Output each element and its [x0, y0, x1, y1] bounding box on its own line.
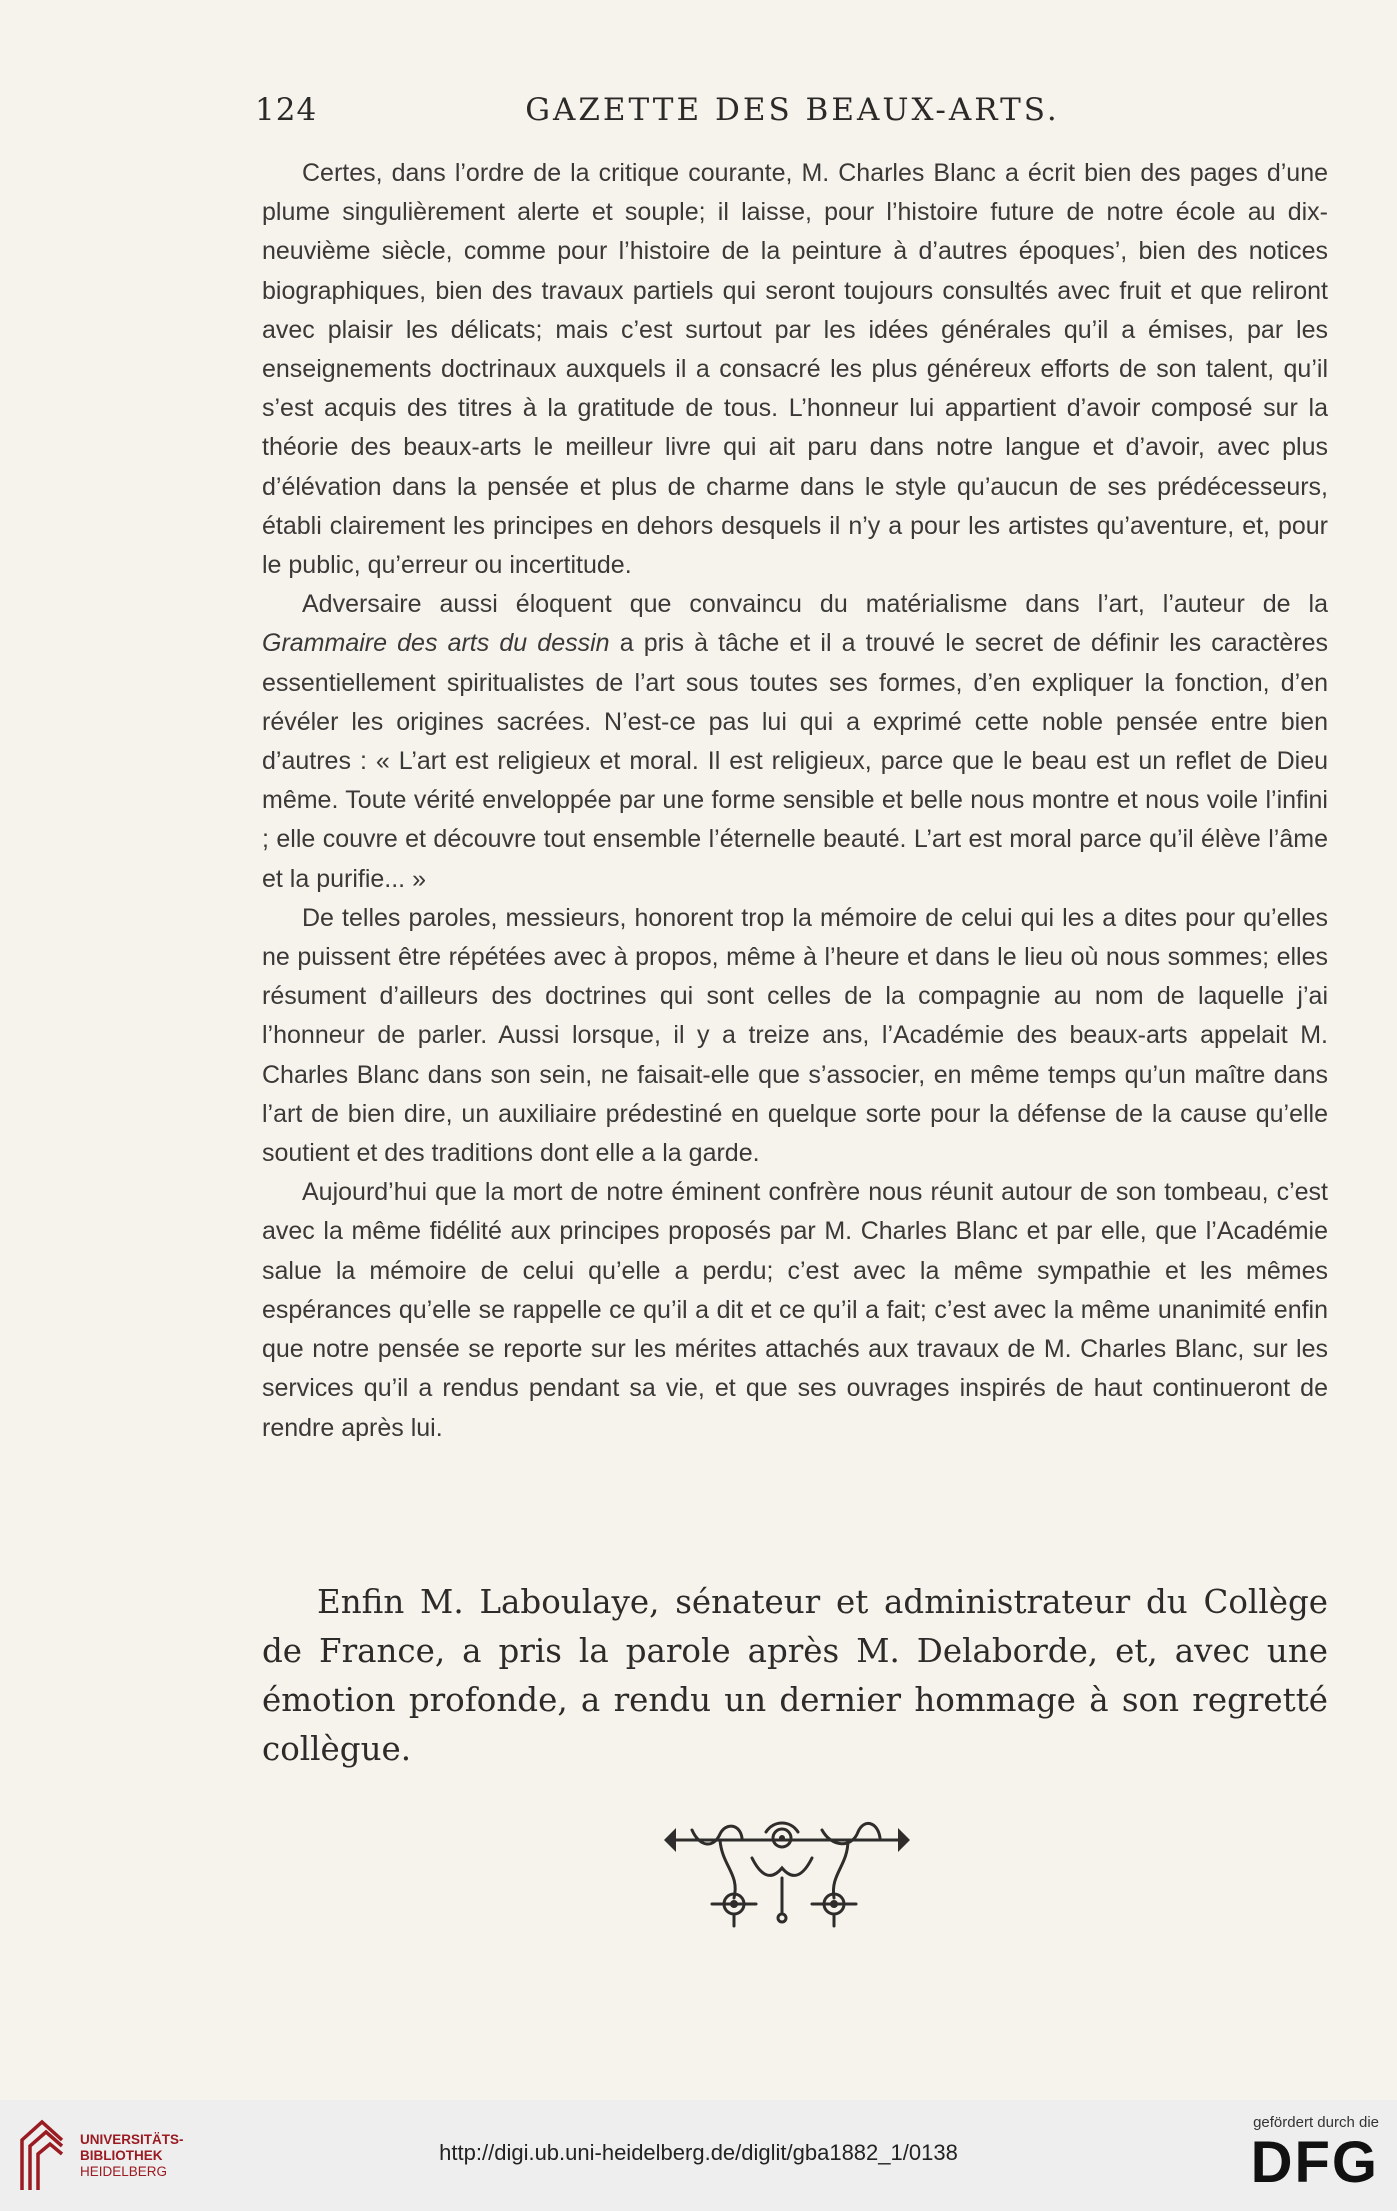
library-name-line: BIBLIOTHEK	[80, 2148, 163, 2163]
library-name-line: UNIVERSITÄTS-	[80, 2132, 184, 2147]
footer-bar	[0, 2100, 1397, 2211]
page-url-link[interactable]: http://digi.ub.uni-heidelberg.de/diglit/gba1882_1/0138	[439, 2140, 958, 2165]
book-title: Grammaire des arts du dessin	[262, 629, 610, 658]
dfg-funding[interactable]	[1219, 2108, 1379, 2208]
funding-caption: gefördert durch die	[1253, 2114, 1379, 2131]
library-name-line: HEIDELBERG	[80, 2164, 168, 2179]
closing-text: Enfin M. Laboulaye, sénateur et administrateur du Collège de France, a pris la parole après M. Delaborde, et, avec une émotion profonde, a rendu un dernier hommage à son regretté collègue.	[262, 1583, 1328, 1768]
main-text	[262, 154, 1328, 1448]
closing-paragraph	[262, 1578, 1328, 1774]
running-head	[255, 92, 1330, 132]
decorative-vignette-icon	[662, 1818, 912, 1930]
journal-title: GAZETTE DES BEAUX-ARTS.	[525, 92, 1060, 128]
page-number: 124	[255, 92, 318, 128]
paragraph: De telles paroles, messieurs, honorent trop la mémoire de celui qui les a dites pour qu’elles ne puissent être répétées avec à propos, même à l’heure et dans le lieu où nous sommes; elles résument d’ailleurs des doctrines qui sont celles de la compagnie au nom de laquelle j’ai l’honneur de parler. Aussi lorsque, il y a treize ans, l’Académie des beaux-arts appelait M. Charles Blanc dans son sein, ne faisait-elle que s’associer, en même temps qu’un maître dans l’art de bien dire, un auxiliaire prédestiné en quelque sorte pour la défense de la cause qu’elle soutient et des traditions dont elle a la garde.	[262, 903, 1328, 1168]
paragraph	[262, 585, 1328, 899]
paragraph-text: Adversaire aussi éloquent que convaincu du matérialisme dans l’art, l’auteur de la	[302, 590, 1328, 619]
paragraph: Certes, dans l’ordre de la critique courante, M. Charles Blanc a écrit bien des pages d’une plume singulièrement alerte et souple; il laisse, pour l’histoire future de notre école au dix-neuvième siècle, comme pour l’histoire de la peinture à d’autres époques’, bien des notices biographiques, bien des travaux partiels qui seront toujours consultés avec fruit et que reliront avec plaisir les délicats; mais c’est surtout par les idées générales qu’il a émises, par les enseignements doctrinaux auxquels il a consacré les plus généreux efforts de son talent, qu’il s’est acquis des titres à la gratitude de tous. L’honneur lui appartient d’avoir composé sur la théorie des beaux-arts le meilleur livre qui ait paru dans notre langue et d’avoir, avec plus d’élévation dans la pensée et plus de charme dans le style qu’aucun de ses prédécesseurs, établi clairement les principes en dehors desquels il n’y a pour les artistes qu’aventure, et, pour le public, qu’erreur ou incertitude.	[262, 159, 1328, 580]
paragraph-text: a pris à tâche et il a trouvé le secret de définir les caractères essentiellement spiritualistes de l’art sous toutes ses formes, d’en expliquer la fonction, d’en révéler les origines sacrées. N’est-ce pas lui qui a exprimé cette noble pensée entre bien d’autres : « L’art est religieux et moral. Il est religieux, parce que le beau est un reflet de Dieu même. Toute vérité enveloppée par une forme sensible et belle nous montre et nous voile l’infini ; elle couvre et découvre tout ensemble l’éternelle beauté. L’art est moral parce qu’il élève l’âme et la purifie... »	[262, 629, 1328, 893]
dfg-logo: DFG	[1250, 2130, 1379, 2195]
paragraph: Aujourd’hui que la mort de notre éminent confrère nous réunit autour de son tombeau, c’est avec la même fidélité aux principes proposés par M. Charles Blanc et par elle, que l’Académie salue la mémoire de celui qu’elle a perdu; c’est avec la même sympathie et les mêmes espérances qu’elle se rappelle ce qu’il a dit et ce qu’il a fait; c’est avec la même unanimité enfin que notre pensée se reporte sur les mérites attachés aux travaux de M. Charles Blanc, sur les services qu’il a rendus pendant sa vie, et que ses ouvrages inspirés de haut continueront de rendre après lui.	[262, 1178, 1328, 1442]
